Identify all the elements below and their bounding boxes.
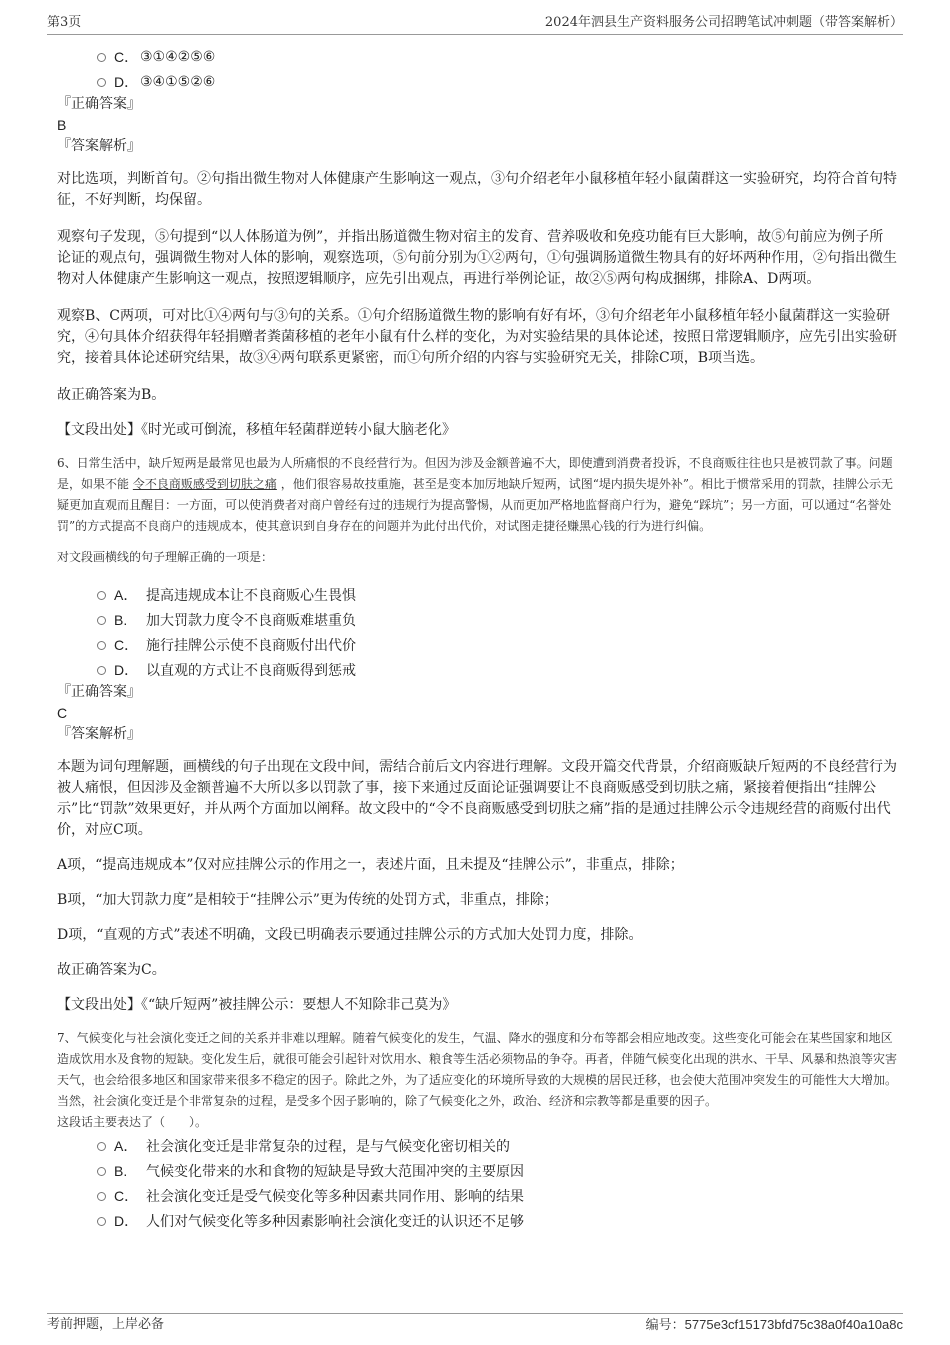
option-c[interactable] bbox=[97, 44, 897, 69]
analysis-paragraph: 观察B、C两项，可对比①④两句与③句的关系。①句介绍肠道微生物的影响有好有坏，③句介绍老年小鼠移植年轻小鼠菌群这一实验研究，④句具体介绍获得年轻捐赠者粪菌移植的老年小鼠有什么样的变化，为对实验结果的具体论述，按照日常逻辑顺序，应先引出实验研究，接着具体论述研究结果，故③④两句联系更紧密，而①句所介绍的内容与实验研究无关，排除C项，B项当选。 bbox=[57, 308, 897, 366]
question-prompt: 这段话主要表达了（ ）。 bbox=[57, 1115, 208, 1129]
page-footer bbox=[47, 1313, 903, 1337]
footer-slogan: 考前押题，上岸必备 bbox=[47, 1317, 165, 1332]
question-stem bbox=[57, 453, 897, 537]
option-d[interactable] bbox=[97, 1208, 897, 1233]
option-text: 社会演化变迁是受气候变化等多种因素共同作用、影响的结果 bbox=[146, 1188, 524, 1205]
radio-icon[interactable] bbox=[97, 1167, 106, 1176]
radio-icon[interactable] bbox=[97, 1142, 106, 1151]
page-number: 第3页 bbox=[47, 15, 82, 30]
option-letter: C． bbox=[114, 1187, 139, 1204]
option-letter: B. bbox=[114, 611, 128, 628]
radio-icon[interactable] bbox=[97, 1217, 106, 1226]
underlined-sentence: 令不良商贩感受到切肤之痛 bbox=[132, 477, 277, 491]
option-letter: B. bbox=[114, 1162, 128, 1179]
document-title: 2024年泗县生产资料服务公司招聘笔试冲刺题（带答案解析） bbox=[544, 15, 903, 30]
analysis-paragraph: B项，“加大罚款力度”是相较于“挂牌公示”更为传统的处罚方式，非重点，排除； bbox=[57, 892, 558, 908]
option-c[interactable] bbox=[97, 632, 897, 657]
radio-icon[interactable] bbox=[97, 616, 106, 625]
option-text: ③①④②⑤⑥ bbox=[140, 48, 216, 65]
radio-icon[interactable] bbox=[97, 53, 106, 62]
option-a[interactable] bbox=[97, 582, 897, 607]
question-prompt: 对文段画横线的句子理解正确的一项是： bbox=[57, 550, 274, 564]
option-letter: D． bbox=[114, 661, 139, 678]
answer-value: B bbox=[57, 117, 67, 133]
option-letter: D． bbox=[114, 73, 139, 90]
stem-text: ，他们很容易故技重施，甚至是变本加厉地缺斤短两，试图“堤内损失堤外补”。相比于惯常采用的罚款，挂牌公示无疑更加直观而且醒目：一方面，可以使消费者对商户曾经有过的违规行为提高警惕，从而更加严格地监督商户行为，避免“踩坑”；另一方面，可以通过“名誉处罚”的方式提高不良商户的违规成本，使其意识到自身存在的问题并为此付出代价，对试图走捷径赚黑心钱的行为进行纠偏。 bbox=[57, 477, 893, 533]
code-label: 编号： bbox=[645, 1318, 685, 1333]
option-b[interactable] bbox=[97, 607, 897, 632]
option-text: 人们对气候变化等多种因素影响社会演化变迁的认识还不足够 bbox=[146, 1213, 524, 1230]
analysis-label: 『答案解析』 bbox=[57, 138, 141, 154]
option-b[interactable] bbox=[97, 1158, 897, 1183]
option-text: 提高违规成本让不良商贩心生畏惧 bbox=[146, 587, 356, 604]
stem-text: 6、日常生活中，缺斤短两是最常见也最为人所痛恨的不良经营行为。但因为涉及金额普遍不大，即使遭到消费者投诉，不良商贩往往也只是被罚款了事。问题是，如果不能 bbox=[57, 456, 893, 491]
answer-label: 『正确答案』 bbox=[57, 684, 141, 700]
page-header bbox=[47, 14, 903, 35]
q7-options bbox=[57, 1133, 897, 1233]
option-d[interactable] bbox=[97, 69, 897, 94]
option-text: 加大罚款力度令不良商贩难堪重负 bbox=[146, 612, 356, 629]
analysis-paragraph: 本题为词句理解题，画横线的句子出现在文段中间，需结合前后文内容进行理解。文段开篇交代背景，介绍商贩缺斤短两的不良经营行为被人痛恨，但因涉及金额普遍不大所以多以罚款了事，接下来通过反面论证强调要让不良商贩感受到切肤之痛，紧接着便指出“挂牌公示”比“罚款”效果更好，并从两个方面加以阐释。故文段中的“令不良商贩感受到切肤之痛”指的是通过挂牌公示令违规经营的商贩付出代价，对应C项。 bbox=[57, 759, 897, 838]
analysis-conclusion: 故正确答案为B。 bbox=[57, 387, 166, 403]
radio-icon[interactable] bbox=[97, 641, 106, 650]
answer-label: 『正确答案』 bbox=[57, 96, 141, 112]
analysis-label: 『答案解析』 bbox=[57, 726, 141, 742]
option-a[interactable] bbox=[97, 1133, 897, 1158]
radio-icon[interactable] bbox=[97, 666, 106, 675]
code-value: 5775e3cf15173bfd75c38a0f40a10a8c bbox=[684, 1317, 903, 1332]
option-text: 社会演化变迁是非常复杂的过程，是与气候变化密切相关的 bbox=[146, 1138, 510, 1155]
source-citation: 【文段出处】《“缺斤短两”被挂牌公示：要想人不知除非己莫为》 bbox=[57, 997, 457, 1013]
analysis-conclusion: 故正确答案为C。 bbox=[57, 962, 166, 978]
option-text: ③④①⑤②⑥ bbox=[140, 73, 216, 90]
analysis-paragraph: 对比选项，判断首句。②句指出微生物对人体健康产生影响这一观点，③句介绍老年小鼠移植年轻小鼠菌群这一实验研究，均符合首句特征，不好判断，均保留。 bbox=[57, 171, 897, 208]
analysis-paragraph: A项，“提高违规成本”仅对应挂牌公示的作用之一，表述片面，且未提及“挂牌公示”，非重点，排除； bbox=[57, 857, 684, 873]
option-text: 以直观的方式让不良商贩得到惩戒 bbox=[146, 662, 356, 679]
analysis-paragraph: D项，“直观的方式”表述不明确，文段已明确表示要通过挂牌公示的方式加大处罚力度，排除。 bbox=[57, 927, 643, 943]
option-text: 气候变化带来的水和食物的短缺是导致大范围冲突的主要原因 bbox=[146, 1163, 524, 1180]
page-content bbox=[57, 44, 897, 1233]
option-text: 施行挂牌公示使不良商贩付出代价 bbox=[146, 637, 356, 654]
answer-value: C bbox=[57, 705, 68, 721]
option-c[interactable] bbox=[97, 1183, 897, 1208]
source-citation: 【文段出处】《时光或可倒流，移植年轻菌群逆转小鼠大脑老化》 bbox=[57, 422, 456, 438]
option-letter: C． bbox=[114, 48, 139, 65]
q5-options bbox=[57, 44, 897, 94]
option-letter: A． bbox=[114, 586, 138, 603]
option-letter: C． bbox=[114, 636, 139, 653]
option-letter: D． bbox=[114, 1212, 139, 1229]
question-stem: 7、气候变化与社会演化变迁之间的关系并非难以理解。随着气候变化的发生，气温、降水的强度和分布等都会相应地改变。这些变化可能会在某些国家和地区造成饮用水及食物的短缺。变化发生后，就很可能会引起针对饮用水、粮食等生活必须物品的争夺。再者，伴随气候变化出现的洪水、干旱、风暴和热浪等灾害天气，也会给很多地区和国家带来很多不稳定的因子。除此之外，为了适应变化的环境所导致的大规模的居民迁移，也会使大范围冲突发生的可能性大大增加。当然，社会演化变迁是个非常复杂的过程，是受多个因子影响的，除了气候变化之外，政治、经济和宗教等都是重要的因子。 bbox=[57, 1031, 898, 1108]
q6-options bbox=[57, 582, 897, 682]
radio-icon[interactable] bbox=[97, 1192, 106, 1201]
document-code bbox=[646, 1315, 903, 1337]
radio-icon[interactable] bbox=[97, 591, 106, 600]
option-d[interactable] bbox=[97, 657, 897, 682]
analysis-paragraph: 观察句子发现，⑤句提到“以人体肠道为例”，并指出肠道微生物对宿主的发育、营养吸收和免疫功能有巨大影响，故⑤句前应为例子所论证的观点句，强调微生物对人体的影响，观察选项，⑤句前分别为①②两句，①句强调肠道微生物具有的好坏两种作用，②句指出微生物对人体健康产生影响这一观点，按照逻辑顺序，应先引出观点，再进行举例论证，故②⑤两句构成捆绑，排除A、D两项。 bbox=[57, 229, 897, 287]
radio-icon[interactable] bbox=[97, 78, 106, 87]
option-letter: A． bbox=[114, 1137, 138, 1154]
